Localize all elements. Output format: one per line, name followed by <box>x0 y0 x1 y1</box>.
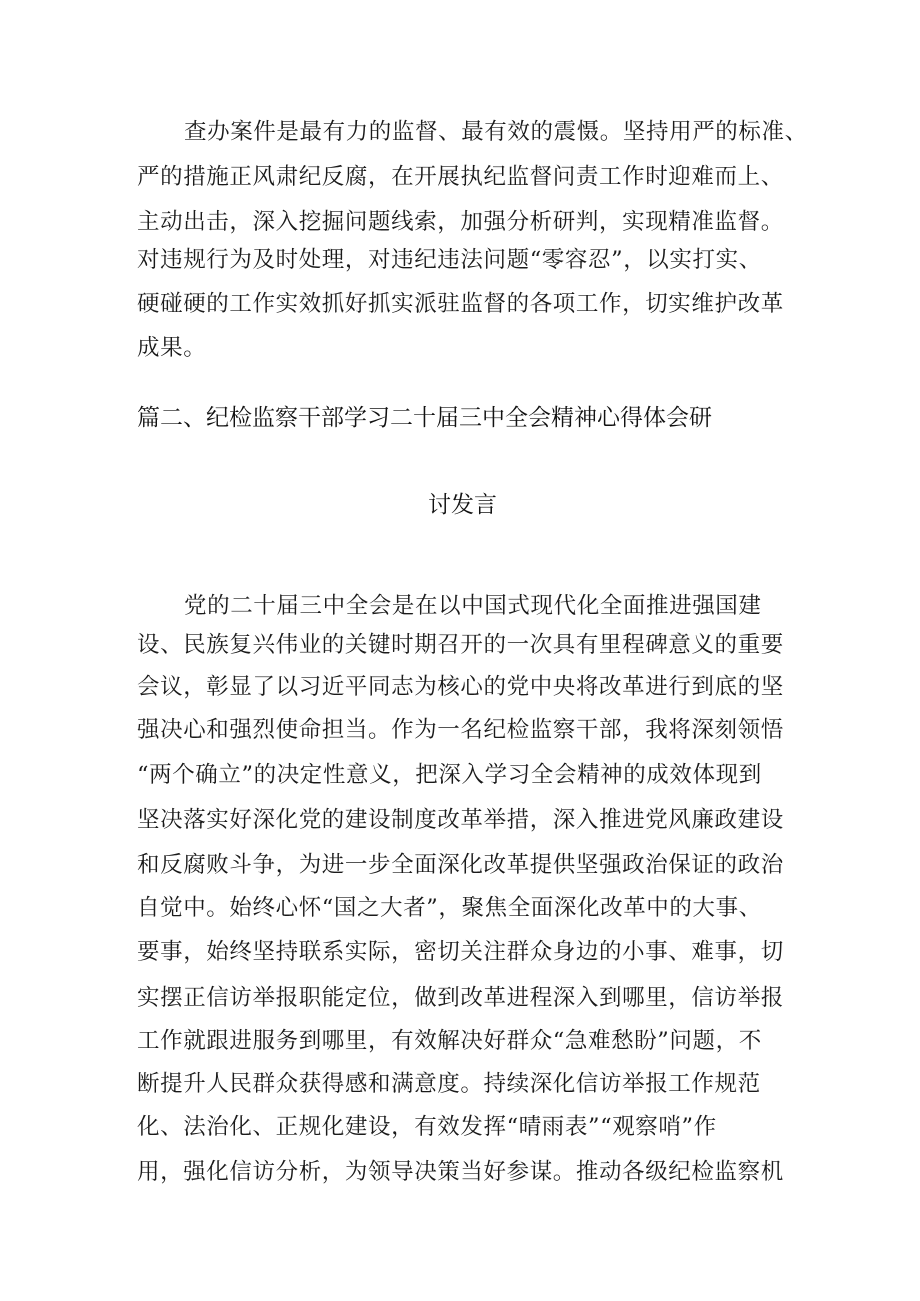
text-line: 成果。 <box>137 335 207 361</box>
text-line: 党的二十届三中全会是在以中国式现代化全面推进强国建 <box>184 593 762 619</box>
section-heading-line1: 篇二、纪检监察干部学习二十届三中全会精神心得体会研 <box>137 405 712 431</box>
text-line: 自觉中。始终心怀“国之大者”，聚焦全面深化改革中的大事、 <box>137 895 762 921</box>
text-line: 实摆正信访举报职能定位，做到改革进程深入到哪里，信访举报 <box>137 985 784 1011</box>
text-line: 强决心和强烈使命担当。作为一名纪检监察干部，我将深刻领悟 <box>137 717 784 743</box>
section-heading-line2: 讨发言 <box>428 492 497 518</box>
text-line: 工作就跟进服务到哪里，有效解决好群众“急难愁盼”问题，不 <box>137 1028 762 1054</box>
text-line: 会议，彰显了以习近平同志为核心的党中央将改革进行到底的坚 <box>137 674 784 700</box>
text-line: 坚决落实好深化党的建设制度改革举措，深入推进党风廉政建设 <box>137 807 784 833</box>
text-line: 严的措施正风肃纪反腐，在开展执纪监督问责工作时迎难而上、 <box>137 164 784 190</box>
text-line: 要事，始终坚持联系实际，密切关注群众身边的小事、难事，切 <box>137 939 784 965</box>
text-line: 硬碰硬的工作实效抓好抓实派驻监督的各项工作，切实维护改革 <box>137 291 784 317</box>
text-line: 和反腐败斗争，为进一步全面深化改革提供坚强政治保证的政治 <box>137 852 784 878</box>
text-line: 断提升人民群众获得感和满意度。持续深化信访举报工作规范 <box>137 1071 761 1097</box>
text-line: 化、法治化、正规化建设，有效发挥“晴雨表”“观察哨”作 <box>137 1114 717 1140</box>
text-line: 查办案件是最有力的监督、最有效的震慑。坚持用严的标准、 <box>184 119 808 145</box>
text-line: 对违规行为及时处理，对违纪违法问题“零容忍”，以实打实、 <box>137 247 762 273</box>
text-line: 设、民族复兴伟业的关键时期召开的一次具有里程碑意义的重要 <box>137 632 784 658</box>
text-line: 主动出击，深入挖掘问题线索，加强分析研判，实现精准监督。 <box>137 209 784 235</box>
text-line: 用，强化信访分析，为领导决策当好参谋。推动各级纪检监察机 <box>137 1159 784 1185</box>
text-line: “两个确立”的决定性意义，把深入学习全会精神的成效体现到 <box>137 762 762 788</box>
